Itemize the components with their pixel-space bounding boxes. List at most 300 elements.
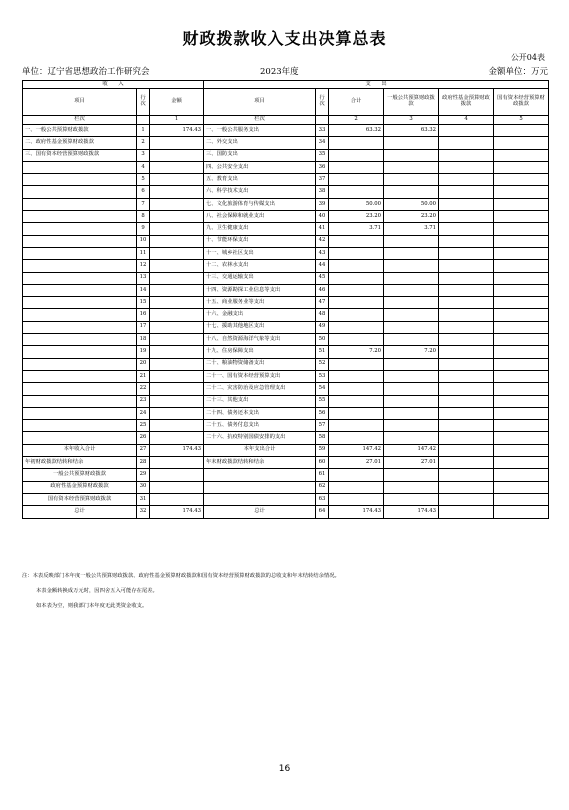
expense-fund-cell — [439, 432, 494, 444]
income-line-cell: 1 — [137, 125, 150, 137]
expense-general-cell — [384, 149, 439, 161]
expense-general-cell — [384, 383, 439, 395]
expense-state-cell — [494, 420, 549, 432]
expense-line-cell: 47 — [316, 297, 329, 309]
income-line-cell: 2 — [137, 137, 150, 149]
expense-item-cell: 九、卫生健康支出 — [204, 223, 316, 235]
expense-fund-cell — [439, 272, 494, 284]
expense-fund-cell — [439, 420, 494, 432]
income-line-header: 行次 — [137, 89, 150, 116]
income-line-cell: 25 — [137, 420, 150, 432]
col-number-3: 3 — [384, 116, 439, 125]
expense-general-cell — [384, 407, 439, 419]
header-row-lanci — [23, 116, 549, 125]
expense-item-cell: 十、节能环保支出 — [204, 235, 316, 247]
expense-item-cell: 二十三、其他支出 — [204, 395, 316, 407]
expense-general-cell — [384, 481, 439, 493]
expense-line-cell: 61 — [316, 469, 329, 481]
expense-general-cell — [384, 186, 439, 198]
income-amount-cell — [150, 383, 204, 395]
expense-item-cell: 四、公共安全支出 — [204, 161, 316, 173]
expense-item-cell: 七、文化旅游体育与传媒支出 — [204, 198, 316, 210]
income-item-cell — [23, 346, 137, 358]
expense-item-cell: 二十二、灾害防治及应急管理支出 — [204, 383, 316, 395]
expense-line-cell: 56 — [316, 407, 329, 419]
income-amount-cell — [150, 309, 204, 321]
expense-state-cell — [494, 506, 549, 518]
expense-item-cell: 二十一、国有资本经营预算支出 — [204, 370, 316, 382]
income-item-cell: 一、一般公共预算财政拨款 — [23, 125, 137, 137]
expense-total-cell: 147.42 — [329, 444, 384, 456]
expense-total-cell — [329, 284, 384, 296]
income-amount-cell: 174.43 — [150, 125, 204, 137]
income-item-cell — [23, 407, 137, 419]
income-line-cell: 14 — [137, 284, 150, 296]
income-amount-cell — [150, 284, 204, 296]
income-amount-cell — [150, 358, 204, 370]
expense-state-cell — [494, 137, 549, 149]
table-row — [23, 235, 549, 247]
expense-total-cell: 23.20 — [329, 211, 384, 223]
expense-total-cell — [329, 247, 384, 259]
table-row — [23, 125, 549, 137]
income-item-cell — [23, 358, 137, 370]
expense-fund-cell — [439, 186, 494, 198]
expense-fund-cell — [439, 370, 494, 382]
header-row-columns — [23, 89, 549, 116]
expense-general-cell: 174.43 — [384, 506, 439, 518]
page-title: 财政拨款收入支出决算总表 — [182, 29, 387, 48]
expense-line-cell: 41 — [316, 223, 329, 235]
table-row — [23, 395, 549, 407]
expense-state-cell — [494, 309, 549, 321]
fund-budget-header: 政府性基金预算财政拨款 — [439, 89, 494, 116]
income-line-cell: 27 — [137, 444, 150, 456]
income-amount-cell — [150, 174, 204, 186]
expense-item-cell: 十七、援助其他地区支出 — [204, 321, 316, 333]
income-line-cell: 8 — [137, 211, 150, 223]
expense-state-cell — [494, 284, 549, 296]
expense-line-cell: 33 — [316, 125, 329, 137]
expense-item-cell: 十三、交通运输支出 — [204, 272, 316, 284]
expense-fund-cell — [439, 321, 494, 333]
income-item-cell — [23, 309, 137, 321]
income-line-cell: 29 — [137, 469, 150, 481]
expense-state-cell — [494, 370, 549, 382]
expense-line-cell: 64 — [316, 506, 329, 518]
expense-total-cell: 3.71 — [329, 223, 384, 235]
table-row — [23, 334, 549, 346]
expense-item-cell — [204, 493, 316, 505]
expense-state-cell — [494, 432, 549, 444]
income-line-cell: 28 — [137, 457, 150, 469]
income-line-cell: 18 — [137, 334, 150, 346]
expense-state-cell — [494, 346, 549, 358]
expense-state-cell — [494, 211, 549, 223]
expense-general-cell — [384, 137, 439, 149]
expense-general-cell — [384, 395, 439, 407]
income-item-cell — [23, 383, 137, 395]
expense-general-cell — [384, 309, 439, 321]
expense-item-cell: 十二、农林水支出 — [204, 260, 316, 272]
income-line-cell: 6 — [137, 186, 150, 198]
expense-fund-cell — [439, 395, 494, 407]
money-unit-label: 金额单位：万元 — [488, 67, 548, 77]
table-row — [23, 186, 549, 198]
expense-item-cell: 总计 — [204, 506, 316, 518]
table-row — [23, 358, 549, 370]
expense-general-cell — [384, 161, 439, 173]
income-line-cell: 31 — [137, 493, 150, 505]
income-amount-cell — [150, 198, 204, 210]
page-number: 16 — [278, 764, 291, 774]
income-item-cell — [23, 334, 137, 346]
table-row — [23, 149, 549, 161]
table-row — [23, 321, 549, 333]
table-row — [23, 383, 549, 395]
expense-total-cell — [329, 309, 384, 321]
expense-state-cell — [494, 457, 549, 469]
table-row — [23, 137, 549, 149]
income-item-cell: 二、政府性基金预算财政拨款 — [23, 137, 137, 149]
expense-line-cell: 38 — [316, 186, 329, 198]
expense-line-cell: 42 — [316, 235, 329, 247]
income-item-cell: 总计 — [23, 506, 137, 518]
expense-state-cell — [494, 186, 549, 198]
income-item-header: 项目 — [23, 89, 137, 116]
expense-total-cell — [329, 260, 384, 272]
table-row — [23, 370, 549, 382]
table-row — [23, 198, 549, 210]
table-row — [23, 223, 549, 235]
expense-fund-cell — [439, 481, 494, 493]
expense-line-cell: 37 — [316, 174, 329, 186]
expense-line-cell: 63 — [316, 493, 329, 505]
expense-total-cell: 27.01 — [329, 457, 384, 469]
table-row — [23, 260, 549, 272]
income-amount-cell — [150, 247, 204, 259]
table-row — [23, 432, 549, 444]
expense-total-cell — [329, 334, 384, 346]
expense-state-cell — [494, 161, 549, 173]
income-line-cell: 20 — [137, 358, 150, 370]
expense-general-cell — [384, 272, 439, 284]
income-line-cell: 21 — [137, 370, 150, 382]
expense-total-cell — [329, 235, 384, 247]
header-row-sections — [23, 81, 549, 89]
income-amount-cell — [150, 321, 204, 333]
total-header: 合计 — [329, 89, 384, 116]
expense-fund-cell — [439, 211, 494, 223]
expense-fund-cell — [439, 297, 494, 309]
income-amount-cell — [150, 297, 204, 309]
expense-total-cell — [329, 161, 384, 173]
col-number-1: 1 — [150, 116, 204, 125]
income-item-cell: 年初财政拨款结转和结余 — [23, 457, 137, 469]
income-item-cell: 三、国有资本经营预算财政拨款 — [23, 149, 137, 161]
expense-item-cell: 本年支出合计 — [204, 444, 316, 456]
expense-state-cell — [494, 481, 549, 493]
expense-general-cell: 63.32 — [384, 125, 439, 137]
income-item-cell — [23, 235, 137, 247]
expense-general-cell — [384, 358, 439, 370]
income-amount-cell: 174.43 — [150, 506, 204, 518]
expense-state-cell — [494, 149, 549, 161]
expense-line-cell: 44 — [316, 260, 329, 272]
income-amount-cell — [150, 457, 204, 469]
table-row — [23, 161, 549, 173]
budget-summary-table — [22, 80, 549, 519]
expense-item-cell: 十八、自然资源海洋气象等支出 — [204, 334, 316, 346]
income-amount-header: 金额 — [150, 89, 204, 116]
income-line-cell: 26 — [137, 432, 150, 444]
expense-line-cell: 52 — [316, 358, 329, 370]
form-number: 公开04表 — [510, 53, 545, 62]
unit-row — [22, 65, 548, 79]
table-row — [23, 272, 549, 284]
income-amount-cell: 174.43 — [150, 444, 204, 456]
expense-general-cell — [384, 174, 439, 186]
income-line-cell: 24 — [137, 407, 150, 419]
income-line-cell: 4 — [137, 161, 150, 173]
expense-fund-cell — [439, 198, 494, 210]
expense-total-cell — [329, 395, 384, 407]
expense-state-cell — [494, 260, 549, 272]
expense-line-cell: 49 — [316, 321, 329, 333]
income-amount-cell — [150, 432, 204, 444]
expense-total-cell — [329, 358, 384, 370]
table-row — [23, 247, 549, 259]
income-item-cell — [23, 432, 137, 444]
expense-total-cell — [329, 149, 384, 161]
income-line-cell: 16 — [137, 309, 150, 321]
income-item-cell: 本年收入合计 — [23, 444, 137, 456]
note-2: 本表金额转换成万元时，因四舍五入可能存在尾差。 — [36, 588, 158, 594]
expense-total-cell — [329, 174, 384, 186]
income-amount-cell — [150, 334, 204, 346]
col-number-4: 4 — [439, 116, 494, 125]
expense-state-cell — [494, 407, 549, 419]
expense-state-cell — [494, 125, 549, 137]
expense-general-cell: 147.42 — [384, 444, 439, 456]
expense-state-cell — [494, 395, 549, 407]
expense-fund-cell — [439, 457, 494, 469]
expense-item-cell: 一、一般公共服务支出 — [204, 125, 316, 137]
col-number-2: 2 — [329, 116, 384, 125]
expense-total-cell — [329, 420, 384, 432]
expense-state-cell — [494, 321, 549, 333]
expense-general-cell: 23.20 — [384, 211, 439, 223]
income-item-cell — [23, 161, 137, 173]
expense-line-cell: 59 — [316, 444, 329, 456]
income-line-cell: 30 — [137, 481, 150, 493]
income-item-cell: 一般公共预算财政拨款 — [23, 469, 137, 481]
income-item-cell — [23, 223, 137, 235]
expense-line-cell: 55 — [316, 395, 329, 407]
expense-line-cell: 58 — [316, 432, 329, 444]
table-row — [23, 420, 549, 432]
unit-label: 单位：辽宁省思想政治工作研究会 — [22, 67, 150, 77]
income-line-cell: 13 — [137, 272, 150, 284]
expense-state-cell — [494, 235, 549, 247]
expense-fund-cell — [439, 358, 494, 370]
expense-fund-cell — [439, 383, 494, 395]
income-amount-cell — [150, 186, 204, 198]
income-amount-cell — [150, 149, 204, 161]
income-amount-cell — [150, 481, 204, 493]
income-item-cell — [23, 420, 137, 432]
expense-general-cell — [384, 370, 439, 382]
expense-fund-cell — [439, 346, 494, 358]
expense-general-cell — [384, 420, 439, 432]
income-item-cell — [23, 260, 137, 272]
note-1: 注：本表反映部门本年度一般公共预算财政拨款、政府性基金预算财政拨款和国有资本经营预算财政拨款的总收支和年末结转结余情况。 — [22, 573, 340, 579]
expense-state-cell — [494, 223, 549, 235]
expense-line-cell: 40 — [316, 211, 329, 223]
expense-line-cell: 54 — [316, 383, 329, 395]
expense-line-cell: 50 — [316, 334, 329, 346]
expense-line-cell: 35 — [316, 149, 329, 161]
expense-fund-cell — [439, 149, 494, 161]
expense-item-cell: 五、教育支出 — [204, 174, 316, 186]
expense-general-cell — [384, 469, 439, 481]
expense-line-cell: 46 — [316, 284, 329, 296]
expense-state-cell — [494, 297, 549, 309]
expense-state-cell — [494, 444, 549, 456]
income-amount-cell — [150, 137, 204, 149]
expense-item-cell: 二十六、抗疫特别国债安排的支出 — [204, 432, 316, 444]
income-amount-cell — [150, 370, 204, 382]
summary-row — [23, 444, 549, 456]
expense-fund-cell — [439, 125, 494, 137]
income-amount-cell — [150, 223, 204, 235]
expense-item-cell: 十四、资源勘探工业信息等支出 — [204, 284, 316, 296]
expense-total-cell: 7.20 — [329, 346, 384, 358]
income-line-cell: 22 — [137, 383, 150, 395]
expense-item-cell: 八、社会保障和就业支出 — [204, 211, 316, 223]
expense-item-cell: 二十五、债务付息支出 — [204, 420, 316, 432]
income-amount-cell — [150, 211, 204, 223]
expense-general-cell: 27.01 — [384, 457, 439, 469]
income-line-cell: 10 — [137, 235, 150, 247]
expense-fund-cell — [439, 137, 494, 149]
income-item-cell — [23, 321, 137, 333]
income-item-cell: 国有资本经营预算财政拨款 — [23, 493, 137, 505]
income-line-cell: 12 — [137, 260, 150, 272]
expense-item-cell: 六、科学技术支出 — [204, 186, 316, 198]
expense-state-cell — [494, 272, 549, 284]
income-line-cell: 11 — [137, 247, 150, 259]
income-line-cell: 9 — [137, 223, 150, 235]
income-amount-cell — [150, 469, 204, 481]
summary-row — [23, 469, 549, 481]
summary-row — [23, 457, 549, 469]
income-line-cell: 7 — [137, 198, 150, 210]
expense-general-cell — [384, 321, 439, 333]
expense-fund-cell — [439, 235, 494, 247]
expense-general-cell — [384, 260, 439, 272]
summary-row — [23, 493, 549, 505]
expense-fund-cell — [439, 506, 494, 518]
expense-general-cell — [384, 493, 439, 505]
table-row — [23, 284, 549, 296]
income-item-cell — [23, 174, 137, 186]
income-amount-cell — [150, 420, 204, 432]
expense-line-cell: 48 — [316, 309, 329, 321]
expense-state-cell — [494, 383, 549, 395]
income-line-cell: 32 — [137, 506, 150, 518]
expense-item-cell: 十九、住房保障支出 — [204, 346, 316, 358]
income-line-cell: 15 — [137, 297, 150, 309]
expense-line-cell: 53 — [316, 370, 329, 382]
expense-state-cell — [494, 198, 549, 210]
expense-general-cell — [384, 297, 439, 309]
expense-general-cell: 3.71 — [384, 223, 439, 235]
expense-fund-cell — [439, 161, 494, 173]
expense-general-cell — [384, 284, 439, 296]
expense-item-cell: 三、国防支出 — [204, 149, 316, 161]
expense-fund-cell — [439, 223, 494, 235]
expense-total-cell — [329, 272, 384, 284]
expense-item-cell: 十一、城乡社区支出 — [204, 247, 316, 259]
expense-item-cell: 二十四、债务还本支出 — [204, 407, 316, 419]
income-amount-cell — [150, 346, 204, 358]
expense-general-cell — [384, 235, 439, 247]
expense-item-cell — [204, 469, 316, 481]
expense-total-cell — [329, 370, 384, 382]
expense-general-cell: 7.20 — [384, 346, 439, 358]
income-amount-cell — [150, 260, 204, 272]
income-amount-cell — [150, 395, 204, 407]
expense-item-header: 项目 — [204, 89, 316, 116]
year-label: 2023年度 — [260, 67, 299, 77]
expense-line-cell: 45 — [316, 272, 329, 284]
income-item-cell — [23, 284, 137, 296]
expense-total-cell: 50.00 — [329, 198, 384, 210]
expense-fund-cell — [439, 309, 494, 321]
expense-total-cell — [329, 469, 384, 481]
income-line-cell: 3 — [137, 149, 150, 161]
expense-line-cell: 51 — [316, 346, 329, 358]
expense-state-cell — [494, 334, 549, 346]
note-3: 如本表为空，则我部门本年度无此类资金收支。 — [36, 603, 148, 609]
table-row — [23, 211, 549, 223]
expense-item-cell: 十五、商业服务业等支出 — [204, 297, 316, 309]
expense-item-cell: 十六、金融支出 — [204, 309, 316, 321]
expense-item-cell: 二、外交支出 — [204, 137, 316, 149]
expense-total-cell — [329, 186, 384, 198]
expense-line-cell: 57 — [316, 420, 329, 432]
table-row — [23, 174, 549, 186]
expense-state-cell — [494, 174, 549, 186]
expense-general-cell — [384, 432, 439, 444]
summary-row — [23, 506, 549, 518]
lanci-label: 栏次 — [204, 116, 316, 125]
income-item-cell — [23, 395, 137, 407]
income-line-cell: 19 — [137, 346, 150, 358]
expense-line-cell: 34 — [316, 137, 329, 149]
expense-line-cell: 62 — [316, 481, 329, 493]
income-amount-cell — [150, 407, 204, 419]
lanci-label: 栏次 — [23, 116, 137, 125]
expense-total-cell — [329, 407, 384, 419]
expense-state-cell — [494, 469, 549, 481]
income-amount-cell — [150, 272, 204, 284]
expense-fund-cell — [439, 247, 494, 259]
income-line-cell: 23 — [137, 395, 150, 407]
state-capital-header: 国有资本经营预算财政拨款 — [494, 89, 549, 116]
summary-row — [23, 481, 549, 493]
